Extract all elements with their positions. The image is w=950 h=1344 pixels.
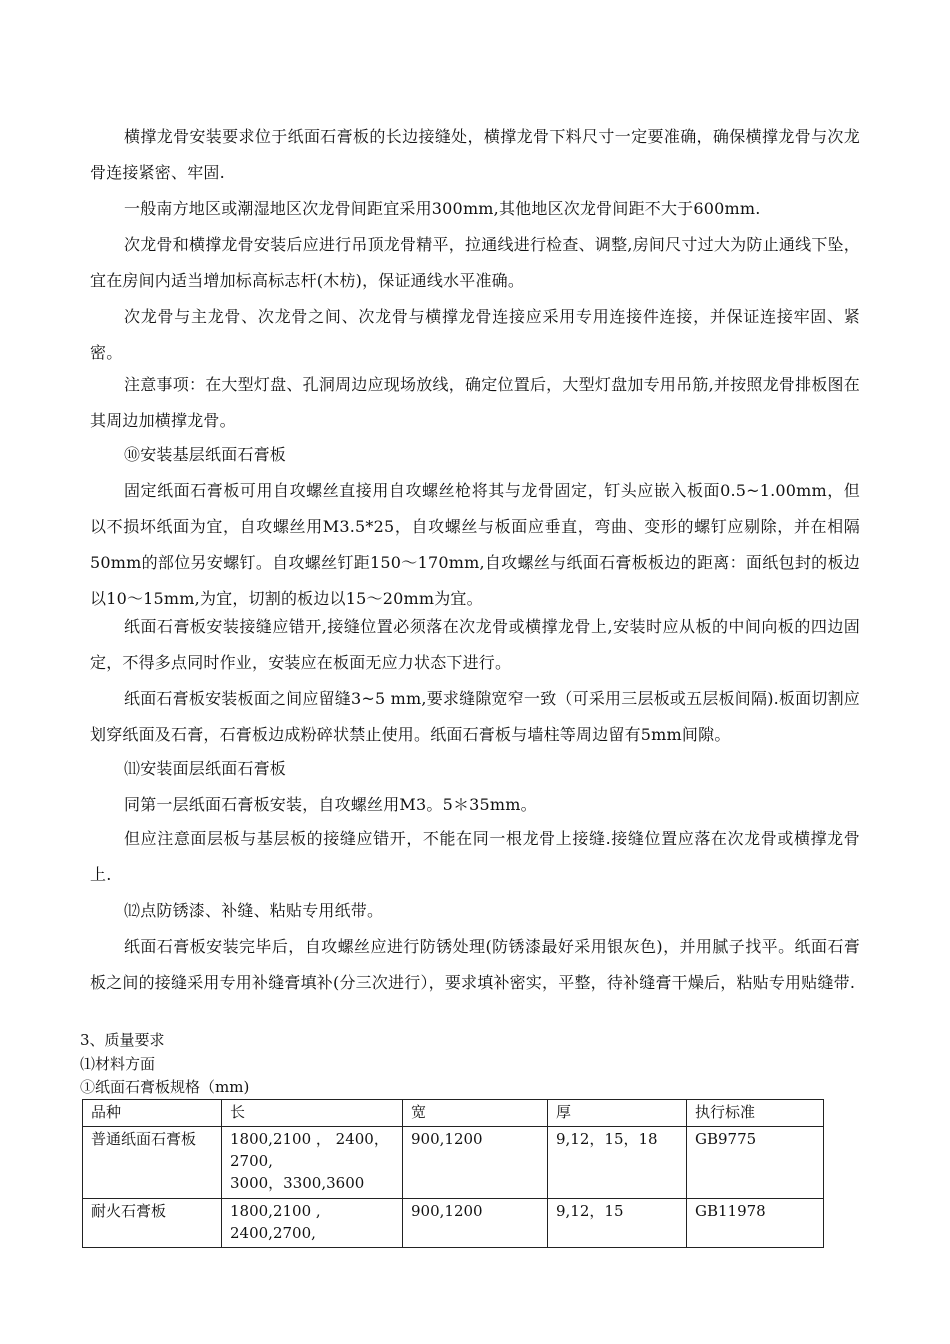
paragraph-keel-spacing: 一般南方地区或潮湿地区次龙骨间距宜采用300mm,其他地区次龙骨间距不大于600mm. <box>124 199 761 218</box>
header-width: 宽 <box>403 1100 548 1127</box>
paragraph-notes: 注意事项：在大型灯盘、孔洞周边应现场放线，确定位置后，大型灯盘加专用吊筋,并按照龙骨排板图在其周边加横撑龙骨。 <box>90 375 860 430</box>
header-thickness: 厚 <box>548 1100 687 1127</box>
subsection-heading-materials: ⑴材料方面 <box>80 1055 156 1073</box>
paragraph-face-board-install: 同第一层纸面石膏板安装，自攻螺丝用M3。5＊35mm。 <box>124 795 537 814</box>
cell-standard: GB9775 <box>687 1127 824 1199</box>
step-heading-base-board: ⑩安装基层纸面石膏板 <box>124 445 287 464</box>
cell-width: 900,1200 <box>403 1127 548 1199</box>
table-header-row <box>83 1100 824 1127</box>
paragraph-screw-fixing: 固定纸面石膏板可用自攻螺丝直接用自攻螺丝枪将其与龙骨固定，钉头应嵌入板面0.5~1.00mm，但以不损坏纸面为宜，自攻螺丝用M3.5*25，自攻螺丝与板面应垂直，弯曲、变形的螺钉应剔除，并在相隔50mm的部位另安螺钉。自攻螺丝钉距150～170mm,自攻螺丝与纸面石膏板板边的距离：面纸包封的板边以10～15mm,为宜，切割的板边以15～20mm为宜。 <box>90 481 860 608</box>
header-variety: 品种 <box>83 1100 222 1127</box>
paragraph-keel-leveling: 次龙骨和横撑龙骨安装后应进行吊顶龙骨精平，拉通线进行检查、调整,房间尺寸过大为防止通线下坠，宜在房间内适当增加标高标志杆(木枋)，保证通线水平准确。 <box>90 235 860 290</box>
step-heading-rust-paint: ⑿点防锈漆、补缝、粘贴专用纸带。 <box>124 901 384 920</box>
cell-width: 900,1200 <box>403 1199 548 1248</box>
paragraph-keel-connection: 次龙骨与主龙骨、次龙骨之间、次龙骨与横撑龙骨连接应采用专用连接件连接，并保证连接牢固、紧密。 <box>90 307 860 362</box>
table-title: ①纸面石膏板规格（mm) <box>80 1078 250 1096</box>
paragraph-board-gaps: 纸面石膏板安装板面之间应留缝3~5 mm,要求缝隙宽窄一致（可采用三层板或五层板间隔).板面切割应划穿纸面及石膏，石膏板边成粉碎状禁止使用。纸面石膏板与墙柱等周边留有5mm间隙。 <box>90 689 860 744</box>
cell-length: 1800,2100 ， 2400，2700, 3000，3300,3600 <box>222 1127 403 1199</box>
cell-length: 1800,2100 , 2400,2700, <box>222 1199 403 1248</box>
step-heading-face-board: ⑾安装面层纸面石膏板 <box>124 759 287 778</box>
cell-thickness: 9,12，15，18 <box>548 1127 687 1199</box>
table-row <box>83 1199 824 1248</box>
paragraph-cross-keel-requirement: 横撑龙骨安装要求位于纸面石膏板的长边接缝处，横撑龙骨下料尺寸一定要准确，确保横撑龙骨与次龙骨连接紧密、牢固. <box>90 127 860 182</box>
section-heading-quality: 3、质量要求 <box>80 1031 165 1049</box>
paragraph-face-joint-offset: 但应注意面层板与基层板的接缝应错开，不能在同一根龙骨上接缝.接缝位置应落在次龙骨或横撑龙骨上. <box>90 829 860 884</box>
header-length: 长 <box>222 1100 403 1127</box>
cell-thickness: 9,12，15 <box>548 1199 687 1248</box>
paragraph-rust-treatment: 纸面石膏板安装完毕后，自攻螺丝应进行防锈处理(防锈漆最好采用银灰色)，并用腻子找平。纸面石膏板之间的接缝采用专用补缝膏填补(分三次进行），要求填补密实，平整，待补缝膏干燥后，粘贴专用贴缝带. <box>90 937 860 992</box>
cell-variety: 普通纸面石膏板 <box>83 1127 222 1199</box>
paragraph-joint-stagger: 纸面石膏板安装接缝应错开,接缝位置必须落在次龙骨或横撑龙骨上,安装时应从板的中间向板的四边固定，不得多点同时作业，安装应在板面无应力状态下进行。 <box>90 617 860 672</box>
gypsum-board-spec-table <box>82 1099 824 1248</box>
cell-variety: 耐火石膏板 <box>83 1199 222 1248</box>
cell-standard: GB11978 <box>687 1199 824 1248</box>
table-row <box>83 1127 824 1199</box>
header-standard: 执行标准 <box>687 1100 824 1127</box>
